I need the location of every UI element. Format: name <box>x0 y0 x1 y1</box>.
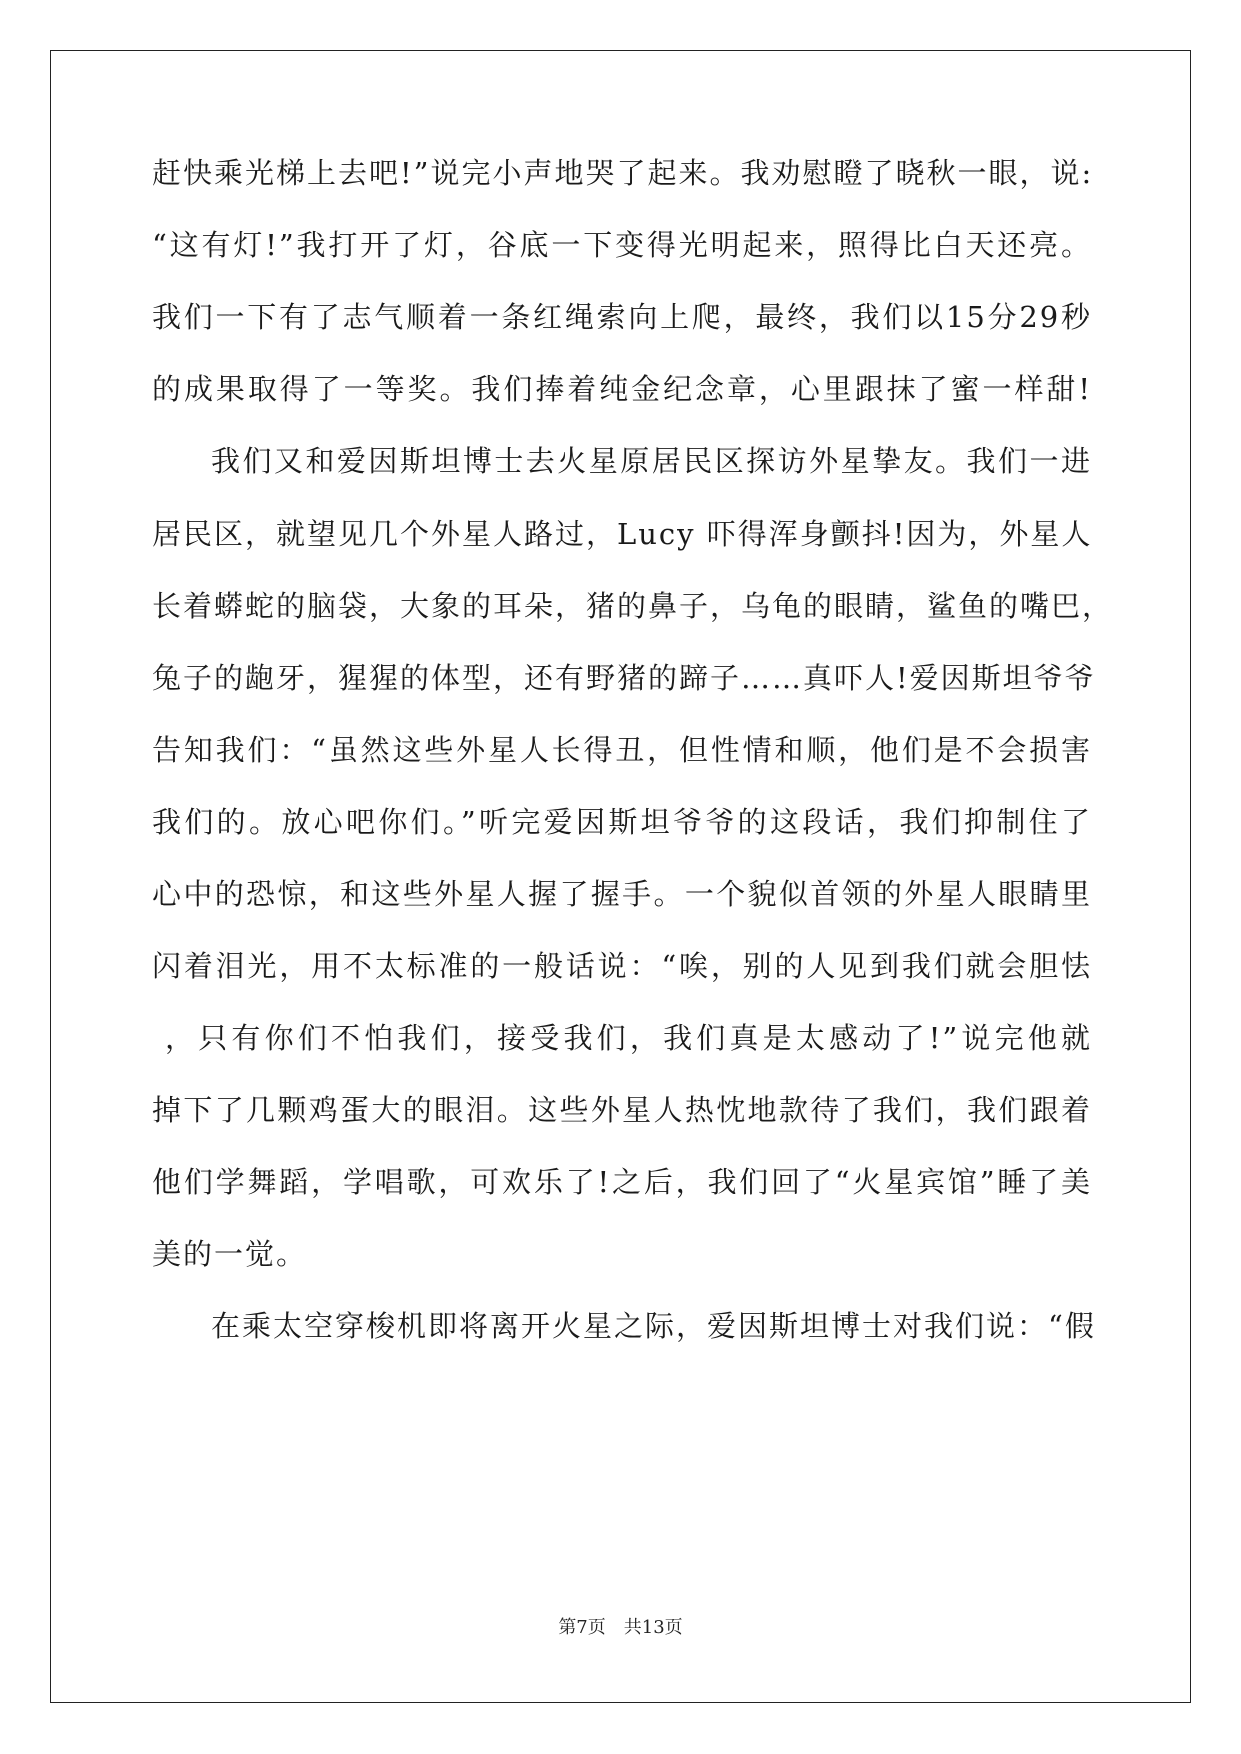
text-line-7: 长着蟒蛇的脑袋，大象的耳朵，猪的鼻子，乌龟的眼睛，鲨鱼的嘴巴， <box>152 589 1114 623</box>
text-line-14: 掉下了几颗鸡蛋大的眼泪。这些外星人热忱地款待了我们，我们跟着 <box>152 1093 1092 1127</box>
paragraph-2-first-line: 我们又和爱因斯坦博士去火星原居民区探访外星挚友。我们一进 <box>211 444 1092 478</box>
text-line-15: 他们学舞蹈，学唱歌，可欢乐了!之后，我们回了“火星宾馆”睡了美 <box>152 1165 1092 1199</box>
text-line-12: 闪着泪光，用不太标准的一般话说：“唉，别的人见到我们就会胆怯 <box>152 949 1092 983</box>
text-line-1: 赶快乘光梯上去吧!”说完小声地哭了起来。我劝慰瞪了晓秋一眼，说: <box>152 156 1094 190</box>
text-line-6: 居民区，就望见几个外星人路过，Lucy 吓得浑身颤抖!因为，外星人 <box>152 517 1093 551</box>
text-line-16: 美的一觉。 <box>152 1237 308 1271</box>
text-line-11: 心中的恐惊，和这些外星人握了握手。一个貌似首领的外星人眼睛里 <box>152 877 1092 911</box>
text-line-2: “这有灯!”我打开了灯，谷底一下变得光明起来，照得比白天还亮。 <box>152 228 1092 262</box>
text-line-4: 的成果取得了一等奖。我们捧着纯金纪念章，心里跟抹了蜜一样甜! <box>152 372 1092 406</box>
text-line-3: 我们一下有了志气顺着一条红绳索向上爬，最终，我们以15分29秒 <box>152 300 1092 334</box>
text-line-9: 告知我们：“虽然这些外星人长得丑，但性情和顺，他们是不会损害 <box>152 733 1092 767</box>
text-line-13: ，只有你们不怕我们，接受我们，我们真是太感动了!”说完他就 <box>165 1021 1092 1055</box>
paragraph-3-first-line: 在乘太空穿梭机即将离开火星之际，爱因斯坦博士对我们说：“假 <box>211 1309 1096 1343</box>
text-line-8: 兔子的龅牙，猩猩的体型，还有野猪的蹄子……真吓人!爱因斯坦爷爷 <box>152 661 1096 695</box>
text-line-10: 我们的。放心吧你们。”听完爱因斯坦爷爷的这段话，我们抑制住了 <box>152 805 1092 839</box>
page-number: 第7页 共13页 <box>558 1617 683 1638</box>
